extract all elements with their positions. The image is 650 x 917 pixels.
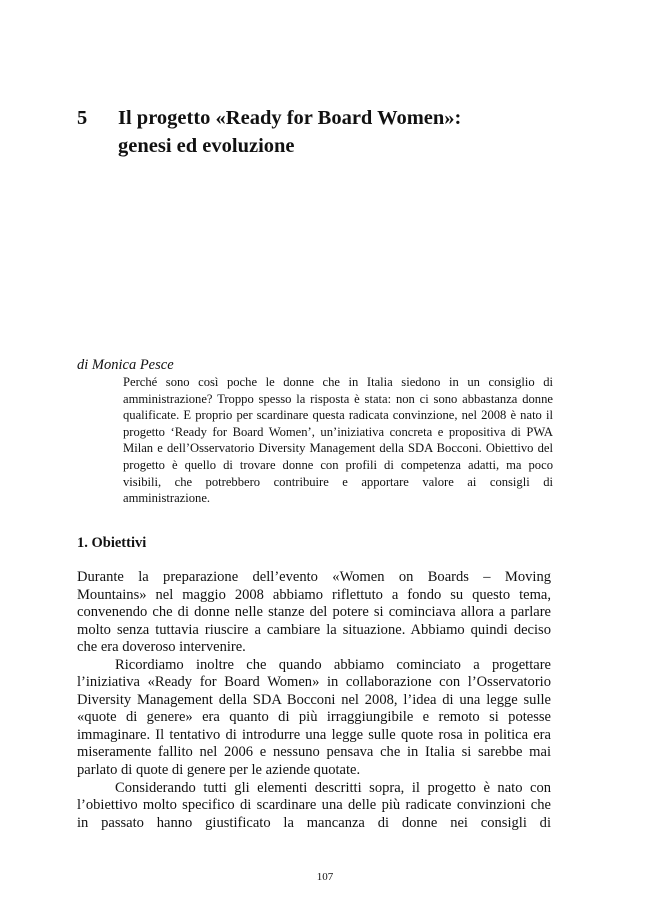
body-line: Mountains» nel maggio 2008 abbiamo riflettuto a fondo su questo tema, <box>77 586 551 603</box>
body-line: l’iniziativa «Ready for Board Women» in collaborazione con l’Osservatorio <box>77 674 551 691</box>
body-line: Durante la preparazione dell’evento «Women on Boards – Moving <box>77 569 551 585</box>
chapter-title <box>118 104 578 160</box>
abstract-line: visibili, che potrebbero contribuire e apportare valore ai consigli di <box>123 474 553 489</box>
page-number: 107 <box>316 871 334 883</box>
body-line: parlato di quote di genere per le aziende quotate. <box>77 762 361 779</box>
abstract-line: Milan e dell’Osservatorio Diversity Management della SDA Bocconi. Obiettivo del <box>123 441 553 456</box>
author-line: di Monica Pesce <box>77 357 174 373</box>
abstract <box>123 374 553 507</box>
body-line: molto senza tuttavia riuscire a cambiare la situazione. Abbiamo quindi deciso <box>77 621 551 638</box>
body-line: l’obiettivo molto specifico di scardinare una delle più radicate convinzioni che <box>77 797 551 814</box>
body-text <box>77 569 551 832</box>
section-heading: 1. Obiettivi <box>77 535 147 551</box>
chapter-title-line: genesi ed evoluzione <box>118 135 295 157</box>
abstract-line: progetto ‘Ready for Board Women’, un’iniziativa concreta e propositiva di PWA <box>123 424 553 439</box>
body-line: Diversity Management della SDA Bocconi nel 2008, l’idea di una legge sulle <box>77 691 551 708</box>
abstract-line: qualificate. E proprio per scardinare questa radicata convinzione, nel 2008 è nato il <box>123 408 553 423</box>
body-line: immaginare. Il tentativo di introdurre una legge sulle quote rosa in politica era <box>77 726 551 743</box>
abstract-line: amministrazione. <box>123 491 211 506</box>
abstract-line: progetto è quello di trovare donne con profili di competenza adatti, ma poco <box>123 457 553 472</box>
body-line: miseramente fallito nel 2006 e nessuno pensava che in Italia si sarebbe mai <box>77 744 551 761</box>
body-line: «quote di genere» era quanto di più irraggiungibile e remoto si potesse <box>77 709 551 726</box>
chapter-title-line: Il progetto «Ready for Board Women»: <box>118 107 462 129</box>
abstract-line: Perché sono così poche le donne che in Italia siedono in un consiglio di <box>123 375 553 389</box>
body-line: convenendo che di donne nelle stanze del potere si cominciava allora a parlare <box>77 604 551 621</box>
chapter-number: 5 <box>77 107 88 129</box>
body-line: Considerando tutti gli elementi descritti sopra, il progetto è nato con <box>115 779 551 796</box>
body-line: Ricordiamo inoltre che quando abbiamo cominciato a progettare <box>115 656 551 673</box>
abstract-line: amministrazione? Troppo spesso la risposta è stata: non ci sono abbastanza donne <box>123 391 553 406</box>
body-line: in passato hanno giustificato la mancanza di donne nei consigli di <box>77 814 551 831</box>
body-line: che era doveroso intervenire. <box>77 639 246 656</box>
